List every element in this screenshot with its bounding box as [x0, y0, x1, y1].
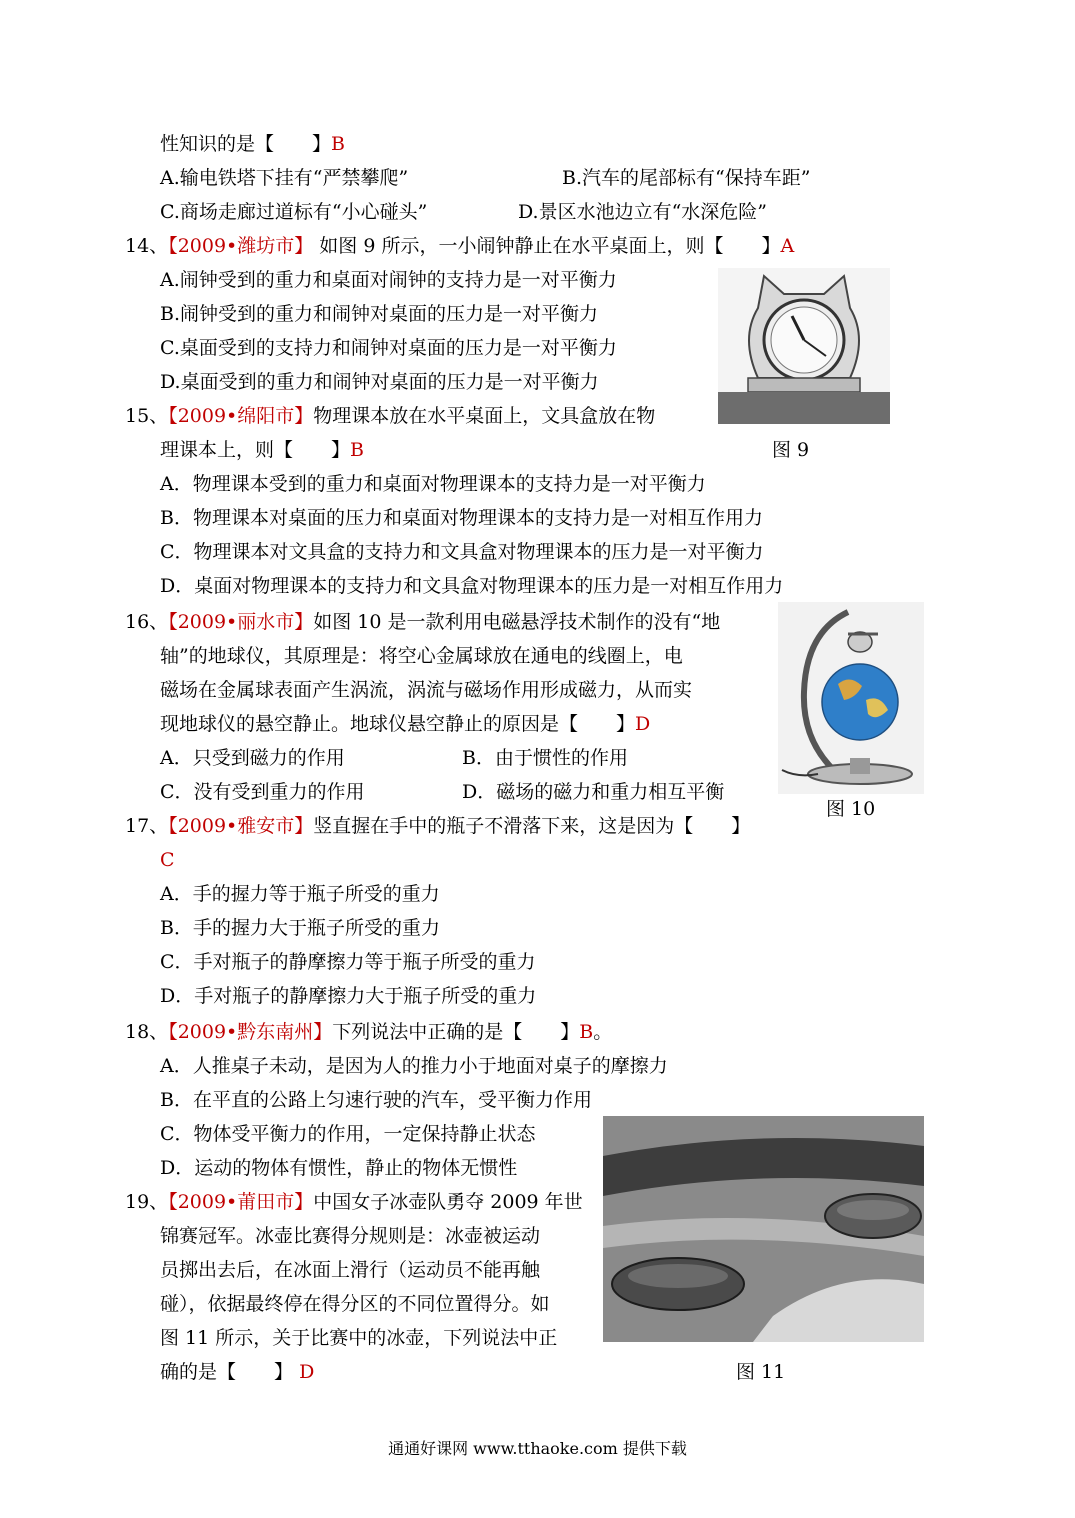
question-19-cont: 员掷出去后，在冰面上滑行（运动员不能再触	[160, 1259, 541, 1281]
answer: D	[299, 1361, 315, 1383]
source: 【2009•黔东南州】	[168, 1021, 333, 1043]
option-a: A．人推桌子未动，是因为人的推力小于地面对桌子的摩擦力	[160, 1055, 668, 1077]
option-d: D．运动的物体有惯性，静止的物体无惯性	[160, 1157, 518, 1179]
question-19-cont: 确的是【 】 D	[160, 1361, 315, 1383]
option-b: B．手的握力大于瓶子所受的重力	[160, 917, 440, 939]
option-b: B．物理课本对桌面的压力和桌面对物理课本的支持力是一对相互作用力	[160, 507, 763, 529]
question-19: 19、【2009•莆田市】中国女子冰壶队勇夺 2009 年世	[125, 1191, 583, 1213]
question-18: 18、【2009•黔东南州】下列说法中正确的是【 】B。	[125, 1021, 613, 1043]
source: 【2009•雅安市】	[168, 815, 314, 837]
option-d: D．磁场的磁力和重力相互平衡	[462, 781, 725, 803]
answer: A	[780, 235, 795, 257]
source: 【2009•莆田市】	[168, 1191, 314, 1213]
option-b: B．由于惯性的作用	[462, 747, 628, 769]
curling-figure	[603, 1116, 924, 1342]
curling-stones-illustration	[603, 1116, 924, 1342]
figure-11-caption: 图 11	[736, 1361, 786, 1383]
option-c: C．手对瓶子的静摩擦力等于瓶子所受的重力	[160, 951, 536, 973]
alarm-clock-illustration	[718, 268, 890, 424]
figure-9-caption: 图 9	[772, 439, 810, 461]
question-16-cont: 磁场在金属球表面产生涡流，涡流与磁场作用形成磁力，从而实	[160, 679, 693, 701]
question-16: 16、【2009•丽水市】如图 10 是一款利用电磁悬浮技术制作的没有“地	[125, 611, 721, 633]
option-d: D.景区水池边立有“水深危险”	[518, 201, 768, 223]
figure-10-caption: 图 10	[826, 798, 876, 820]
option-c: C.商场走廊过道标有“小心碰头”	[160, 201, 428, 223]
option-c: C．物理课本对文具盒的支持力和文具盒对物理课本的压力是一对平衡力	[160, 541, 764, 563]
option-a: A.输电铁塔下挂有“严禁攀爬”	[160, 167, 409, 189]
question-16-cont: 轴”的地球仪，其原理是：将空心金属球放在通电的线圈上，电	[160, 645, 683, 667]
option-d: D.桌面受到的重力和闹钟对桌面的压力是一对平衡力	[160, 371, 599, 393]
levitating-globe-figure	[778, 602, 924, 794]
answer: B	[579, 1021, 594, 1043]
answer: D	[635, 713, 651, 735]
page-footer: 通通好课网 www.tthaoke.com 提供下载	[388, 1439, 687, 1458]
question-15-cont: 理课本上，则【 】B	[160, 439, 364, 461]
option-a: A．手的握力等于瓶子所受的重力	[160, 883, 440, 905]
option-b: B．在平直的公路上匀速行驶的汽车，受平衡力作用	[160, 1089, 592, 1111]
alarm-clock-figure	[718, 268, 890, 424]
answer: B	[331, 133, 345, 155]
answer: C	[160, 849, 175, 871]
source: 【2009•绵阳市】	[168, 405, 314, 427]
answer: B	[350, 439, 364, 461]
question-19-cont: 锦赛冠军。冰壶比赛得分规则是：冰壶被运动	[160, 1225, 541, 1247]
option-b: B.闹钟受到的重力和闹钟对桌面的压力是一对平衡力	[160, 303, 599, 325]
question-14: 14、【2009•潍坊市】 如图 9 所示，一小闹钟静止在水平桌面上，则【 】A	[125, 235, 795, 257]
option-c: C．没有受到重力的作用	[160, 781, 365, 803]
option-a: A．物理课本受到的重力和桌面对物理课本的支持力是一对平衡力	[160, 473, 706, 495]
option-b: B.汽车的尾部标有“保持车距”	[562, 167, 811, 189]
question-19-cont: 碰），依据最终停在得分区的不同位置得分。如	[160, 1293, 550, 1315]
option-c: C．物体受平衡力的作用，一定保持静止状态	[160, 1123, 536, 1145]
q13-line: 性知识的是【 】B	[160, 133, 345, 155]
option-d: D．桌面对物理课本的支持力和文具盒对物理课本的压力是一对相互作用力	[160, 575, 784, 597]
question-17: 17、【2009•雅安市】竖直握在手中的瓶子不滑落下来，这是因为【 】	[125, 815, 751, 837]
option-a: A．只受到磁力的作用	[160, 747, 345, 769]
question-19-cont: 图 11 所示，关于比赛中的冰壶，下列说法中正	[160, 1327, 558, 1349]
source: 【2009•丽水市】	[168, 611, 314, 633]
option-d: D．手对瓶子的静摩擦力大于瓶子所受的重力	[160, 985, 537, 1007]
option-a: A.闹钟受到的重力和桌面对闹钟的支持力是一对平衡力	[160, 269, 617, 291]
question-16-cont: 现地球仪的悬空静止。地球仪悬空静止的原因是【 】D	[160, 713, 651, 735]
question-15: 15、【2009•绵阳市】物理课本放在水平桌面上，文具盒放在物	[125, 405, 656, 427]
source: 【2009•潍坊市】	[168, 235, 314, 257]
option-c: C.桌面受到的支持力和闹钟对桌面的压力是一对平衡力	[160, 337, 617, 359]
levitating-globe-illustration	[778, 602, 924, 794]
